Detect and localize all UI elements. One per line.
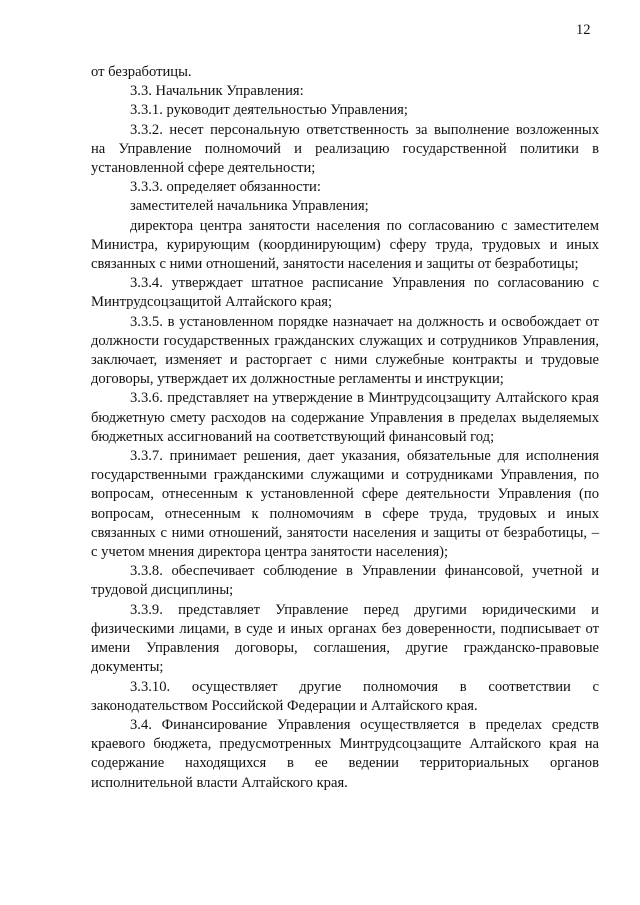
paragraph-3-3-1: 3.3.1. руководит деятельностью Управления; bbox=[130, 102, 408, 119]
paragraph-3-3-3-director: директора центра занятости населения по согласованию с заместителем Министра, курирующим (координирующим) сферу труда, трудовых и иных связанных с ними отношений, занятости населения и защиты от безработицы; bbox=[91, 217, 599, 273]
paragraph-3-3-3-deputies: заместителей начальника Управления; bbox=[130, 198, 369, 215]
paragraph-continuation: от безработицы. bbox=[91, 64, 192, 80]
paragraph-3-4: 3.4. Финансирование Управления осуществляется в пределах средств краевого бюджета, предусмотренных Минтрудсоцзащите Алтайского края на содержание находящихся в ее ведении территориальных органов исполнительной власти Алтайского края. bbox=[91, 716, 599, 791]
paragraph-3-3-7: 3.3.7. принимает решения, дает указания, обязательные для исполнения государственными гражданскими служащими и сотрудниками Управления, по вопросам, отнесенным к установленной сфере деятельности Управления (по вопросам, отнесенным к полномочиям в сфере труда, трудовых и иных связанных с ними отношений, занятости населения и защиты от безработицы, – с учетом мнения директора центра занятости населения); bbox=[91, 448, 599, 561]
paragraph-3-3: 3.3. Начальник Управления: bbox=[130, 83, 304, 100]
paragraph-3-3-3: 3.3.3. определяет обязанности: bbox=[130, 179, 321, 196]
paragraph-3-3-9: 3.3.9. представляет Управление перед другими юридическими и физическими лицами, в суде и иных органах без доверенности, подписывает от имени Управления договоры, соглашения, другие гражданско-правовые документы; bbox=[91, 601, 599, 676]
paragraph-3-3-2: 3.3.2. несет персональную ответственность за выполнение возложенных на Управление полномочий и реализацию государственной политики в установленной сфере деятельности; bbox=[91, 121, 599, 177]
document-body bbox=[91, 63, 599, 793]
paragraph-3-3-5: 3.3.5. в установленном порядке назначает на должность и освобождает от должности государственных гражданских служащих и сотрудников Управления, заключает, изменяет и расторгает с ними служебные контракты и трудовые договоры, утверждает их должностные регламенты и инструкции; bbox=[91, 313, 599, 388]
paragraph-3-3-10: 3.3.10. осуществляет другие полномочия в соответствии с законодательством Российской Федерации и Алтайского края. bbox=[91, 678, 599, 714]
paragraph-3-3-6: 3.3.6. представляет на утверждение в Минтрудсоцзащиту Алтайского края бюджетную смету расходов на содержание Управления в пределах выделяемых бюджетных ассигнований на соответствующий финансовый год; bbox=[91, 390, 599, 445]
page-number: 12 bbox=[576, 22, 591, 38]
paragraph-3-3-4: 3.3.4. утверждает штатное расписание Управления по согласованию с Минтрудсоцзащитой Алтайского края; bbox=[91, 275, 599, 311]
paragraph-3-3-8: 3.3.8. обеспечивает соблюдение в Управлении финансовой, учетной и трудовой дисциплины; bbox=[91, 563, 599, 599]
